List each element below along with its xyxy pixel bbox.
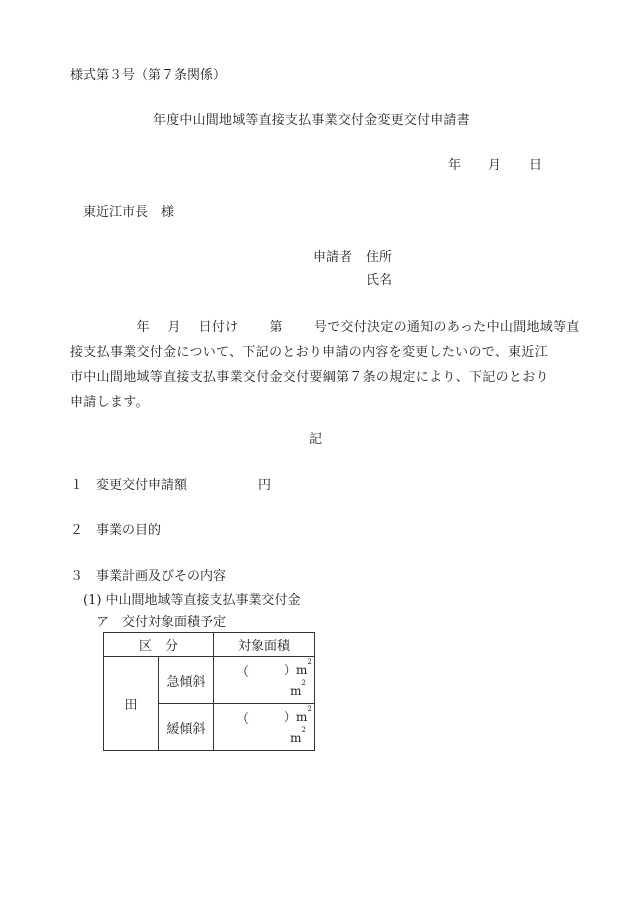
date-day: 日	[529, 158, 543, 173]
item1-number: １	[70, 478, 84, 493]
area-unit: $m^2$	[290, 726, 306, 745]
slope-gentle: 緩傾斜	[159, 704, 214, 751]
sub-item-1: (1) 中山間地域等直接支払事業交付金	[83, 593, 301, 608]
date-year: 年	[448, 158, 462, 173]
body-line: 接支払事業交付金について、下記のとおり申請の内容を変更したいので、東近江	[70, 345, 549, 360]
item1-label: 変更交付申請額	[96, 478, 188, 493]
header-category: 区 分	[104, 633, 214, 657]
applicant-label: 申請者	[313, 250, 353, 265]
body-line: 年 月 日付け 第 号で交付決定の通知のあった中山間地域等直	[70, 320, 580, 335]
slope-steep: 急傾斜	[159, 657, 214, 704]
item2-label: 事業の目的	[96, 523, 162, 538]
field-type-cell: 田	[104, 657, 159, 751]
item1-unit: 円	[258, 478, 272, 493]
applicant-name: 氏名	[366, 273, 393, 288]
body-line: 市中山間地域等直接支払事業交付金交付要綱第７条の規定により、下記のとおり	[70, 370, 549, 385]
area-cell-gentle	[214, 704, 315, 751]
addressee: 東近江市長 様	[83, 205, 175, 220]
area-table	[103, 632, 315, 751]
area-cell-steep	[214, 657, 315, 704]
date-month: 月	[488, 158, 502, 173]
body-paragraph	[70, 315, 580, 415]
item3-number: ３	[70, 569, 84, 584]
document-title: 年度中山間地域等直接支払事業交付金変更交付申請書	[153, 113, 470, 128]
body-line: 申請します。	[70, 395, 149, 410]
sub-item-1-a: ア 交付対象面積予定	[96, 615, 227, 630]
header-area: 対象面積	[214, 633, 315, 657]
paren-close-unit: ）$m^2$	[284, 705, 312, 724]
paren-open: （	[236, 712, 250, 727]
form-number: 様式第３号（第７条関係）	[70, 68, 227, 83]
applicant-address: 住所	[366, 250, 393, 265]
area-unit: $m^2$	[290, 679, 306, 698]
item3-label: 事業計画及びその内容	[96, 569, 227, 584]
ki-heading: 記	[309, 432, 323, 447]
item2-number: ２	[70, 523, 84, 538]
paren-close-unit: ）$m^2$	[284, 658, 312, 677]
paren-open: （	[236, 665, 250, 680]
